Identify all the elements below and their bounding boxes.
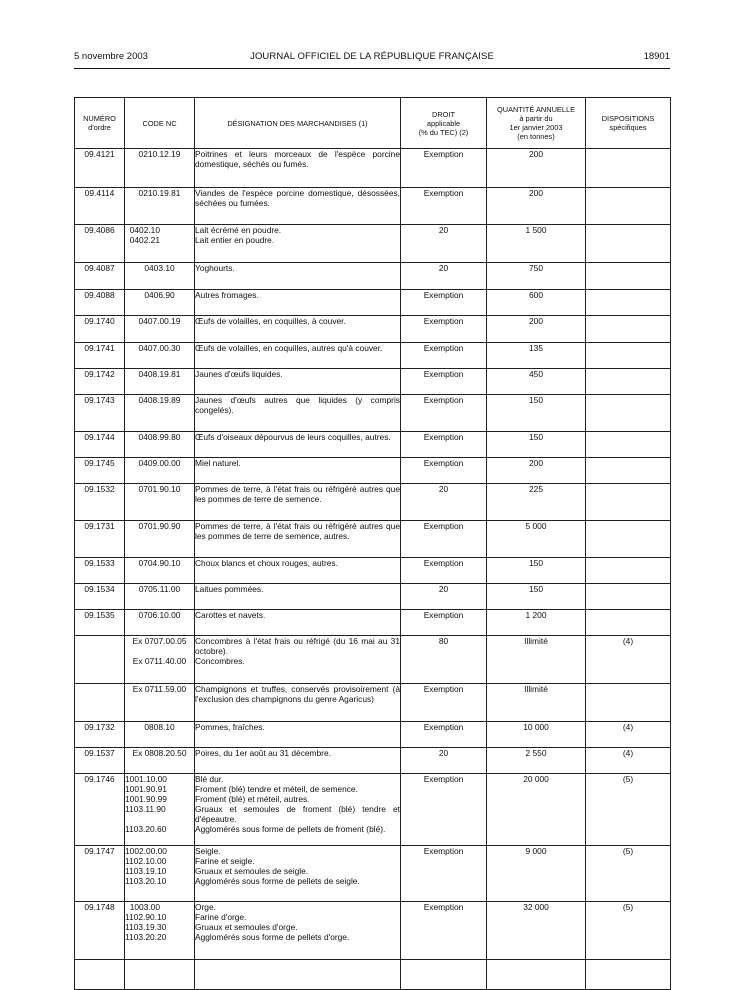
designation-line: Farine et seigle. — [195, 856, 255, 866]
nc-code-cell — [125, 188, 195, 225]
provisions-cell — [586, 684, 671, 722]
duty-cell: Exemption — [401, 290, 487, 316]
duty-cell: 20 — [401, 263, 487, 290]
table-row — [75, 149, 671, 188]
designation-line: Blé dur. — [195, 774, 224, 784]
quantity-cell: 200 — [487, 458, 586, 484]
nc-code: 1103.20.20 — [125, 932, 167, 942]
order-number-cell: 09.4088 — [75, 290, 125, 316]
nc-code: 0808.10 — [144, 722, 175, 732]
table-row — [75, 484, 671, 521]
duty-cell: Exemption — [401, 558, 487, 584]
col-header-qty: QUANTITÉ ANNUELLE à partir du 1er janvier 2003 (en tonnes) — [487, 98, 586, 149]
designation-line: Laitues pommées. — [195, 584, 264, 594]
provisions-cell — [586, 316, 671, 343]
nc-code: 1103.20.60 — [125, 824, 167, 834]
order-number-cell: 09.4114 — [75, 188, 125, 225]
page-number: 18901 — [643, 51, 670, 62]
nc-code-cell — [125, 458, 195, 484]
provisions-cell: (5) — [586, 774, 671, 846]
duty-cell: Exemption — [401, 395, 487, 432]
designation-cell — [195, 188, 401, 225]
provisions-cell — [586, 188, 671, 225]
designation-line: Jaunes d'œufs liquides. — [195, 369, 283, 379]
designation-cell — [195, 225, 401, 263]
designation-cell — [195, 316, 401, 343]
nc-code: 0402.21 — [129, 235, 160, 245]
designation-cell — [195, 774, 401, 846]
designation-line: Gruaux et semoules de seigle. — [195, 866, 309, 876]
designation-cell — [195, 369, 401, 395]
table-row — [75, 263, 671, 290]
order-number-cell: 09.1742 — [75, 369, 125, 395]
provisions-cell — [586, 395, 671, 432]
duty-cell: Exemption — [401, 774, 487, 846]
provisions-cell — [586, 584, 671, 610]
designation-cell — [195, 636, 401, 684]
nc-code: 1103.20.10 — [125, 876, 167, 886]
designation-line: Poires, du 1er août au 31 décembre. — [195, 748, 331, 758]
table-row — [75, 432, 671, 458]
table-row — [75, 684, 671, 722]
quantity-cell: 32 000 — [487, 902, 586, 960]
provisions-cell — [586, 225, 671, 263]
nc-code: 1001.90.91 — [125, 784, 167, 794]
designation-cell — [195, 263, 401, 290]
order-number-cell — [75, 684, 125, 722]
order-number-cell: 09.1741 — [75, 343, 125, 369]
order-number-cell: 09.4087 — [75, 263, 125, 290]
nc-code: 0409.00.00 — [138, 458, 181, 468]
designation-line: Choux blancs et choux rouges, autres. — [195, 558, 338, 568]
provisions-cell — [586, 960, 671, 990]
designation-cell — [195, 610, 401, 636]
designation-line: Concombres à l'état frais ou réfrigé (du 16 mai au 31 octobre). — [195, 636, 400, 656]
duty-cell: 20 — [401, 484, 487, 521]
provisions-cell — [586, 610, 671, 636]
nc-code: 1001.10.00 — [125, 774, 167, 784]
provisions-cell — [586, 149, 671, 188]
table-row — [75, 902, 671, 960]
order-number-cell: 09.1740 — [75, 316, 125, 343]
order-number-cell: 09.1744 — [75, 432, 125, 458]
designation-line: Autres fromages. — [195, 290, 259, 300]
order-number-cell: 09.1537 — [75, 748, 125, 774]
nc-code-cell — [125, 225, 195, 263]
order-number-cell: 09.1732 — [75, 722, 125, 748]
quantity-cell: 750 — [487, 263, 586, 290]
duty-cell: Exemption — [401, 149, 487, 188]
table-row — [75, 343, 671, 369]
nc-code — [125, 814, 160, 824]
quantity-cell: 225 — [487, 484, 586, 521]
quantity-cell: 150 — [487, 432, 586, 458]
designation-line: Pommes, fraîches. — [195, 722, 265, 732]
order-number-cell: 09.1532 — [75, 484, 125, 521]
designation-line: Agglomérés sous forme de pellets d'orge. — [195, 932, 350, 942]
nc-code-cell — [125, 316, 195, 343]
order-number-cell: 09.1534 — [75, 584, 125, 610]
nc-code: 1002.00.00 — [125, 846, 167, 856]
nc-code-cell — [125, 521, 195, 558]
header-rule — [74, 68, 670, 69]
table-row — [75, 774, 671, 846]
table-row — [75, 188, 671, 225]
nc-code: 0408.99.80 — [138, 432, 181, 442]
order-number-cell: 09.4086 — [75, 225, 125, 263]
nc-code: 1102.10.00 — [125, 856, 167, 866]
order-number-cell: 09.1535 — [75, 610, 125, 636]
provisions-cell — [586, 343, 671, 369]
nc-code: 1103.19.10 — [125, 866, 167, 876]
designation-cell — [195, 458, 401, 484]
nc-code: 0701.90.90 — [138, 521, 181, 531]
nc-code: 0210.12.19 — [138, 149, 181, 159]
table-row — [75, 584, 671, 610]
table-row — [75, 395, 671, 432]
duty-cell: Exemption — [401, 846, 487, 902]
page-header — [74, 51, 670, 67]
quantity-cell: 10 000 — [487, 722, 586, 748]
designation-cell — [195, 343, 401, 369]
designation-cell — [195, 902, 401, 960]
designation-line: Yoghourts. — [195, 263, 235, 273]
designation-cell — [195, 290, 401, 316]
designation-line: Farine d'orge. — [195, 912, 247, 922]
quantity-cell: 20 000 — [487, 774, 586, 846]
designation-cell — [195, 748, 401, 774]
provisions-cell: (4) — [586, 722, 671, 748]
nc-code-cell — [125, 395, 195, 432]
nc-code-cell — [125, 610, 195, 636]
nc-code — [125, 646, 194, 656]
table-row — [75, 722, 671, 748]
table-row — [75, 558, 671, 584]
nc-code-cell — [125, 432, 195, 458]
table-row — [75, 316, 671, 343]
col-header-duty: DROIT applicable (% du TEC) (2) — [401, 98, 487, 149]
designation-line: Lait entier en poudre. — [195, 235, 275, 245]
nc-code: Ex 0711.40.00 — [132, 656, 187, 666]
quantity-cell — [487, 960, 586, 990]
nc-code: 0408.19.89 — [138, 395, 181, 405]
nc-code-cell — [125, 584, 195, 610]
quantity-cell: Illimité — [487, 636, 586, 684]
nc-code-cell — [125, 263, 195, 290]
designation-line: Miel naturel. — [195, 458, 241, 468]
designation-line: Gruaux et semoules d'orge. — [195, 922, 298, 932]
nc-code-cell — [125, 484, 195, 521]
designation-cell — [195, 722, 401, 748]
nc-code-cell — [125, 149, 195, 188]
table-header-row — [75, 98, 671, 149]
order-number-cell: 09.1746 — [75, 774, 125, 846]
designation-line: Lait écrémé en poudre. — [195, 225, 282, 235]
designation-cell — [195, 432, 401, 458]
quantity-cell: 150 — [487, 558, 586, 584]
nc-code-cell — [125, 902, 195, 960]
table-row — [75, 846, 671, 902]
quantity-cell: 150 — [487, 395, 586, 432]
duty-cell: Exemption — [401, 432, 487, 458]
duty-cell: Exemption — [401, 902, 487, 960]
designation-line: Pommes de terre, à l'état frais ou réfrigéré autres que les pommes de terre de semence. — [195, 484, 400, 504]
quantity-cell: 1 500 — [487, 225, 586, 263]
duty-cell: Exemption — [401, 684, 487, 722]
nc-code: Ex 0808.20.50 — [132, 748, 187, 758]
quantity-cell: 1 200 — [487, 610, 586, 636]
duty-cell: Exemption — [401, 521, 487, 558]
table-row — [75, 521, 671, 558]
nc-code: 1103.19.30 — [125, 922, 167, 932]
designation-line: Carottes et navets. — [195, 610, 266, 620]
table-row — [75, 225, 671, 263]
duty-cell: Exemption — [401, 343, 487, 369]
order-number-cell — [75, 960, 125, 990]
quantity-cell: 200 — [487, 188, 586, 225]
designation-cell — [195, 558, 401, 584]
tariff-table — [74, 97, 671, 990]
order-number-cell: 09.1747 — [75, 846, 125, 902]
table-row — [75, 458, 671, 484]
order-number-cell: 09.1731 — [75, 521, 125, 558]
designation-cell — [195, 584, 401, 610]
col-header-code: CODE NC — [125, 98, 195, 149]
quantity-cell: 200 — [487, 149, 586, 188]
duty-cell: 20 — [401, 584, 487, 610]
quantity-cell: 5 000 — [487, 521, 586, 558]
table-row — [75, 960, 671, 990]
quantity-cell: 135 — [487, 343, 586, 369]
nc-code-cell — [125, 722, 195, 748]
designation-line: Œufs de volailles, en coquilles, autres qu'à couver. — [195, 343, 383, 353]
nc-code: 0407.00.19 — [138, 316, 181, 326]
order-number-cell: 09.1748 — [75, 902, 125, 960]
col-header-num: NUMÉRO d'ordre — [75, 98, 125, 149]
order-number-cell: 09.1743 — [75, 395, 125, 432]
nc-code: 0402.10 — [129, 225, 160, 235]
nc-code-cell — [125, 748, 195, 774]
nc-code-cell — [125, 369, 195, 395]
nc-code: 0407.00.30 — [138, 343, 181, 353]
designation-line: Viandes de l'espèce porcine domestique, désossées, séchées ou fumées. — [195, 188, 400, 208]
order-number-cell: 09.1745 — [75, 458, 125, 484]
duty-cell — [401, 960, 487, 990]
duty-cell: Exemption — [401, 458, 487, 484]
quantity-cell: 600 — [487, 290, 586, 316]
designation-cell — [195, 521, 401, 558]
nc-code: 1001.90.99 — [125, 794, 167, 804]
designation-cell — [195, 846, 401, 902]
designation-cell — [195, 684, 401, 722]
designation-cell — [195, 149, 401, 188]
nc-code: 0701.90.10 — [138, 484, 181, 494]
table-row — [75, 369, 671, 395]
quantity-cell: 150 — [487, 584, 586, 610]
quantity-cell: 9 000 — [487, 846, 586, 902]
journal-title: JOURNAL OFFICIEL DE LA RÉPUBLIQUE FRANÇAISE — [250, 51, 494, 62]
nc-code: 0408.19.81 — [138, 369, 181, 379]
duty-cell: 20 — [401, 225, 487, 263]
designation-line: Froment (blé) et méteil, autres. — [195, 794, 310, 804]
nc-code: 0406.90 — [144, 290, 175, 300]
nc-code: 0705.11.00 — [138, 584, 181, 594]
nc-code: 1102.90.10 — [125, 912, 167, 922]
designation-cell — [195, 960, 401, 990]
provisions-cell: (5) — [586, 846, 671, 902]
provisions-cell: (5) — [586, 902, 671, 960]
duty-cell: Exemption — [401, 722, 487, 748]
nc-code-cell — [125, 774, 195, 846]
duty-cell: 80 — [401, 636, 487, 684]
quantity-cell: 450 — [487, 369, 586, 395]
nc-code: Ex 0707.00.05 — [132, 636, 187, 646]
duty-cell: Exemption — [401, 188, 487, 225]
nc-code-cell — [125, 343, 195, 369]
designation-line: Œufs de volailles, en coquilles, à couver. — [195, 316, 346, 326]
nc-code-cell — [125, 636, 195, 684]
table-row — [75, 636, 671, 684]
designation-cell — [195, 395, 401, 432]
designation-line: Pommes de terre, à l'état frais ou réfrigéré autres que les pommes de terre de semence, autres. — [195, 521, 400, 541]
duty-cell: Exemption — [401, 610, 487, 636]
provisions-cell — [586, 263, 671, 290]
nc-code: 0210.19.81 — [138, 188, 181, 198]
table-row — [75, 748, 671, 774]
quantity-cell: Illimité — [487, 684, 586, 722]
nc-code-cell — [125, 558, 195, 584]
designation-line: Agglomérés sous forme de pellets de froment (blé). — [195, 824, 386, 834]
designation-line: Concombres. — [195, 656, 245, 666]
order-number-cell: 09.4121 — [75, 149, 125, 188]
order-number-cell: 09.1533 — [75, 558, 125, 584]
provisions-cell — [586, 458, 671, 484]
nc-code: 1103.11.90 — [125, 804, 166, 814]
publication-date: 5 novembre 2003 — [74, 51, 148, 62]
col-header-disp: DISPOSITIONS spécifiques — [586, 98, 671, 149]
duty-cell: Exemption — [401, 369, 487, 395]
provisions-cell — [586, 558, 671, 584]
table-row — [75, 290, 671, 316]
designation-line: Œufs d'oiseaux dépourvus de leurs coquilles, autres. — [195, 432, 391, 442]
provisions-cell: (4) — [586, 748, 671, 774]
quantity-cell: 200 — [487, 316, 586, 343]
designation-cell — [195, 484, 401, 521]
provisions-cell — [586, 290, 671, 316]
nc-code-cell — [125, 960, 195, 990]
quantity-cell: 2 550 — [487, 748, 586, 774]
designation-line: Orge. — [195, 902, 216, 912]
designation-line: Poitrines et leurs morceaux de l'espèce porcine domestique, séchés ou fumés. — [195, 149, 400, 169]
provisions-cell — [586, 521, 671, 558]
nc-code: 0704.90.10 — [138, 558, 181, 568]
table-row — [75, 610, 671, 636]
nc-code-cell — [125, 846, 195, 902]
nc-code: 1003.00 — [129, 902, 160, 912]
nc-code: 0403.10 — [144, 263, 175, 273]
nc-code: 0706.10.00 — [138, 610, 181, 620]
duty-cell: Exemption — [401, 316, 487, 343]
nc-code-cell — [125, 290, 195, 316]
designation-line: Seigle. — [195, 846, 221, 856]
provisions-cell — [586, 432, 671, 458]
designation-line: Agglomérés sous forme de pellets de seigle. — [195, 876, 360, 886]
designation-line: Champignons et truffes, conservés provisoirement (à l'exclusion des champignons du genre Agaricus) — [195, 684, 400, 704]
designation-line: Gruaux et semoules de froment (blé) tendre et d'épeautre. — [195, 804, 400, 824]
col-header-desc: DÉSIGNATION DES MARCHANDISES (1) — [195, 98, 401, 149]
designation-line: Froment (blé) tendre et méteil, de semence. — [195, 784, 358, 794]
nc-code-cell — [125, 684, 195, 722]
provisions-cell — [586, 369, 671, 395]
provisions-cell: (4) — [586, 636, 671, 684]
nc-code: Ex 0711.59.00 — [132, 684, 187, 694]
provisions-cell — [586, 484, 671, 521]
order-number-cell — [75, 636, 125, 684]
designation-line: Jaunes d'œufs autres que liquides (y compris congelés). — [195, 395, 400, 415]
duty-cell: 20 — [401, 748, 487, 774]
